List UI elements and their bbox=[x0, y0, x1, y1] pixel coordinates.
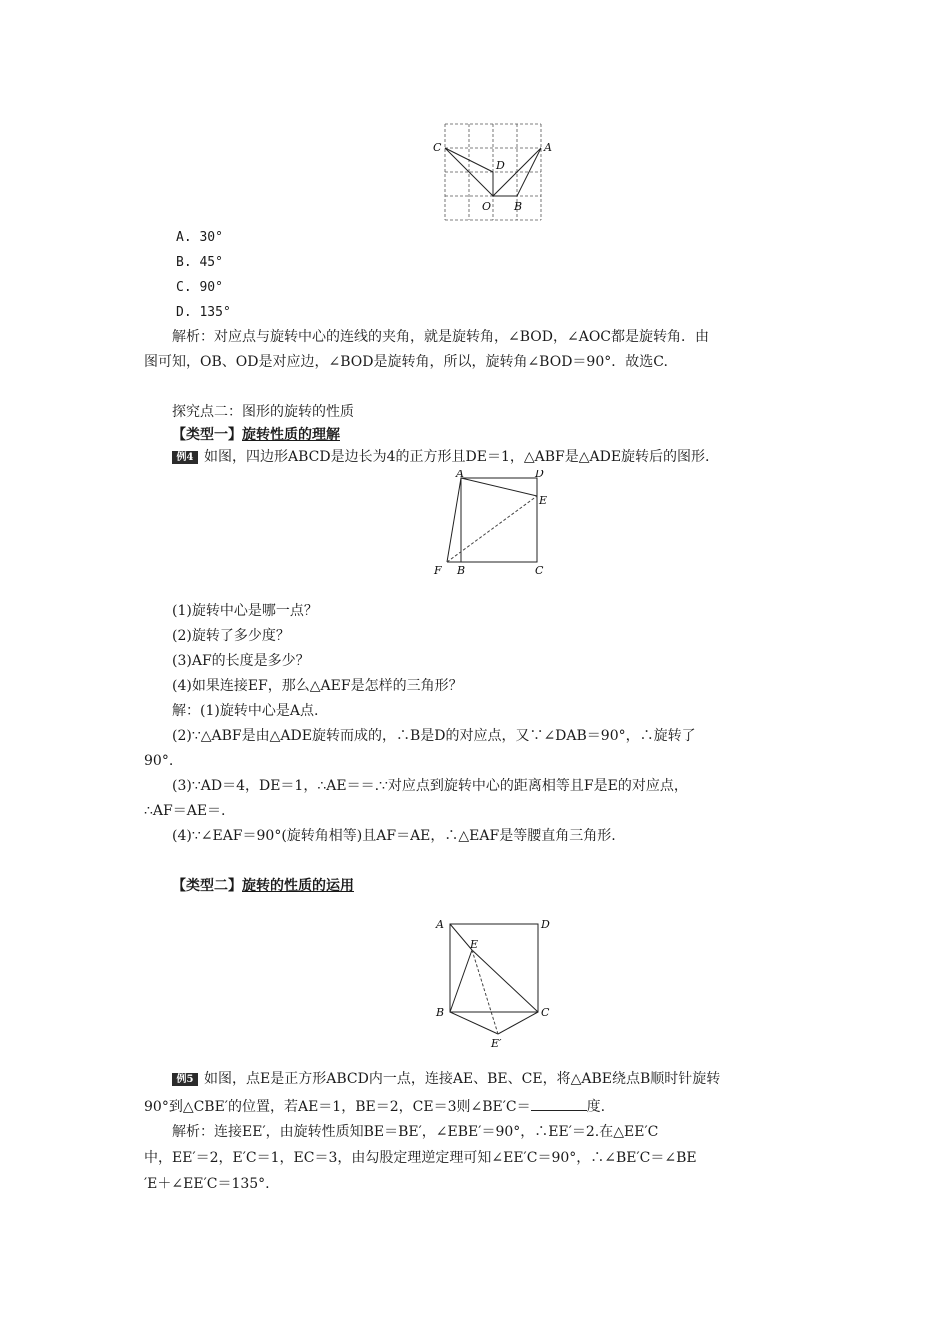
solution-line-2: (2)∵△ABF是由△ADE旋转而成的，∴B是D的对应点，又∵∠DAB＝90°，∴旋转了 bbox=[172, 728, 696, 744]
fig2-label-b: B bbox=[457, 564, 466, 577]
option-c: C. 90° bbox=[176, 280, 223, 295]
fig2-label-e: E bbox=[539, 494, 548, 507]
solution-line-4: (3)∵AD＝4，DE＝1，∴AE＝＝.∵对应点到旋转中心的距离相等且F是E的对应点， bbox=[172, 778, 688, 794]
square-rotation-figure bbox=[428, 912, 558, 1050]
fig2-label-d: D bbox=[535, 470, 544, 480]
question-4: (4)如果连接EF，那么△AEF是怎样的三角形？ bbox=[172, 678, 463, 694]
fig3-label-e: E bbox=[470, 938, 479, 951]
square-abcd-figure bbox=[425, 470, 555, 578]
type1-title: 旋转性质的理解 bbox=[242, 427, 340, 443]
example4-statement bbox=[172, 447, 710, 467]
type2-heading bbox=[172, 876, 354, 896]
example5-text-2b: 度. bbox=[586, 1099, 606, 1115]
solution-line-3: 90°. bbox=[144, 753, 174, 769]
example4-text: 如图，四边形ABCD是边长为4的正方形且DE＝1，△ABF是△ADE旋转后的图形. bbox=[204, 449, 710, 465]
analysis2-line-2: 中，EE′＝2，E′C＝1，EC＝3，由勾股定理逆定理可知∠EE′C＝90°，∴∠BE′C＝∠BE bbox=[144, 1150, 697, 1166]
fig1-label-o: O bbox=[482, 200, 492, 213]
fig3-label-d: D bbox=[541, 918, 550, 931]
option-b: B. 45° bbox=[176, 255, 223, 270]
option-d: D. 135° bbox=[176, 305, 231, 320]
solution-line-5: ∴AF＝AE＝. bbox=[144, 803, 226, 819]
question-3: (3)AF的长度是多少？ bbox=[172, 653, 310, 669]
type2-bracket: 【类型二】 bbox=[172, 878, 242, 894]
fig1-label-c: C bbox=[433, 141, 442, 154]
fig1-label-d: D bbox=[496, 159, 505, 172]
example5-badge: 例5 bbox=[172, 1073, 198, 1086]
example5-text-2a: 90°到△CBE′的位置，若AE＝1，BE＝2，CE＝3则∠BE′C＝ bbox=[144, 1099, 531, 1115]
fig3-label-b: B bbox=[436, 1006, 445, 1019]
solution-line-1: 解：(1)旋转中心是A点. bbox=[172, 703, 319, 719]
example5-line-2 bbox=[144, 1096, 605, 1117]
solution-line-6: (4)∵∠EAF＝90°(旋转角相等)且AF＝AE，∴△EAF是等腰直角三角形. bbox=[172, 828, 616, 844]
fig1-label-a: A bbox=[544, 141, 552, 154]
type1-bracket: 【类型一】 bbox=[172, 427, 242, 443]
fig3-label-c: C bbox=[541, 1006, 550, 1019]
section-title: 探究点二：图形的旋转的性质 bbox=[172, 404, 354, 420]
fig3-label-e-prime: E′ bbox=[491, 1037, 502, 1050]
fig2-label-c: C bbox=[535, 564, 544, 577]
fig2-label-a: A bbox=[456, 470, 464, 480]
question-1: (1)旋转中心是哪一点？ bbox=[172, 603, 318, 619]
fig3-label-a: A bbox=[436, 918, 444, 931]
analysis1-line2: 图可知，OB、OD是对应边，∠BOD是旋转角，所以，旋转角∠BOD＝90°．故选C. bbox=[144, 354, 668, 370]
example5-line-1 bbox=[172, 1069, 720, 1089]
analysis1-line1: 解析：对应点与旋转中心的连线的夹角，就是旋转角，∠BOD，∠AOC都是旋转角．由 bbox=[172, 329, 710, 345]
analysis2-line-3: ′E＋∠EE′C＝135°. bbox=[144, 1176, 270, 1192]
option-a: A. 30° bbox=[176, 230, 223, 245]
fig1-label-b: B bbox=[514, 200, 523, 213]
type1-heading bbox=[172, 425, 340, 445]
analysis2-line-1: 解析：连接EE′，由旋转性质知BE＝BE′，∠EBE′＝90°，∴EE′＝2.在△EE′C bbox=[172, 1124, 659, 1140]
fig2-label-f: F bbox=[434, 564, 442, 577]
type2-title: 旋转的性质的运用 bbox=[242, 878, 354, 894]
answer-blank[interactable] bbox=[531, 1096, 587, 1111]
question-2: (2)旋转了多少度？ bbox=[172, 628, 290, 644]
example5-text-1: 如图，点E是正方形ABCD内一点，连接AE、BE、CE，将△ABE绕点B顺时针旋转 bbox=[204, 1071, 721, 1087]
grid-rotation-figure bbox=[430, 118, 560, 226]
example4-badge: 例4 bbox=[172, 451, 198, 464]
